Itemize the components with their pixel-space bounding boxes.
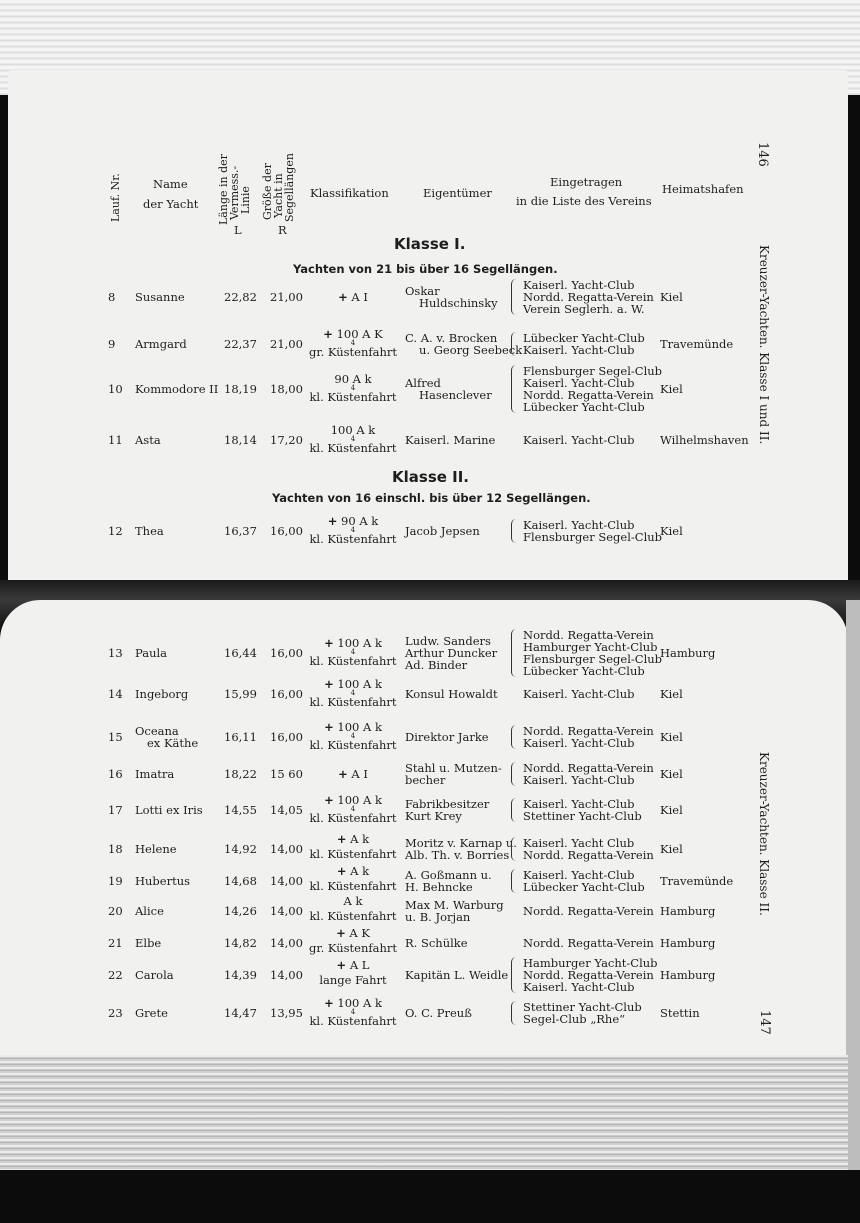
row-size-r: 18,00: [270, 382, 303, 396]
row-number: 17: [108, 803, 123, 817]
row-yacht-name: Kommodore II: [135, 382, 219, 396]
row-length-l: 18,19: [224, 382, 257, 396]
row-classification: [308, 678, 398, 708]
row-number: 21: [108, 936, 123, 950]
row-home-port: Travemünde: [660, 337, 734, 351]
row-classification: [308, 895, 398, 922]
row-classification: [308, 291, 398, 303]
row-club: Kaiserl. Yacht-Club: [523, 687, 635, 701]
row-number: 20: [108, 904, 123, 918]
classification-voyage: kl. Küstenfahrt: [309, 879, 397, 893]
cross-mark: +: [338, 767, 348, 781]
cross-mark: +: [336, 926, 346, 940]
row-owner: A. Goßmann u.: [405, 868, 492, 882]
row-club: Kaiserl. Yacht-Club: [523, 797, 635, 811]
row-club: Nordd. Regatta-Verein: [523, 936, 654, 950]
row-club: Lübecker Yacht-Club: [523, 400, 645, 414]
row-club: Lübecker Yacht-Club: [523, 664, 645, 678]
row-yacht-name: Ingeborg: [135, 687, 189, 701]
classification-voyage: kl. Küstenfahrt: [309, 695, 397, 709]
cross-mark: +: [324, 720, 334, 734]
club-brace: [511, 762, 516, 786]
row-yacht-name: Grete: [135, 1006, 168, 1020]
club-brace: [511, 798, 516, 822]
classification-code: A L: [349, 958, 370, 972]
row-number: 13: [108, 646, 123, 660]
row-number: 18: [108, 842, 123, 856]
classification-subscript: 4: [350, 384, 356, 392]
cross-mark: +: [327, 514, 338, 528]
row-club: Flensburger Segel-Club: [523, 364, 663, 378]
header-groesse-letter: R: [278, 223, 287, 237]
header-groesse-line3: Segellängen: [283, 153, 296, 222]
book-bottom-page-edges: [0, 1055, 848, 1170]
classification-voyage: lange Fahrt: [319, 973, 387, 987]
classification-code: A K: [349, 926, 370, 940]
row-size-r: 16,00: [270, 524, 303, 538]
row-home-port: Wilhelmshaven: [660, 433, 749, 447]
row-length-l: 16,11: [224, 730, 257, 744]
row-owner: R. Schülke: [405, 936, 468, 950]
row-club: Nordd. Regatta-Verein: [523, 290, 654, 304]
row-classification: [308, 515, 398, 545]
row-club: Nordd. Regatta-Verein: [523, 761, 654, 775]
classification-mark: [308, 895, 398, 907]
club-brace: [511, 332, 516, 356]
row-club: Verein Seglerh. a. W.: [523, 302, 645, 316]
row-size-r: 15 60: [270, 767, 303, 781]
classification-code: 100 A k: [337, 677, 382, 691]
section-title-klasse-1: Klasse I.: [394, 235, 466, 253]
row-owner: becher: [405, 773, 446, 787]
row-length-l: 22,37: [224, 337, 257, 351]
header-eigentuemer: Eigentümer: [423, 186, 492, 200]
classification-code: 90 A k: [334, 372, 372, 386]
classification-subscript: 4: [350, 732, 356, 740]
row-yacht-name: Oceana: [135, 724, 179, 738]
row-club: Kaiserl. Yacht-Club: [523, 278, 635, 292]
classification-code: 100 A K: [336, 327, 383, 341]
row-yacht-name: Asta: [135, 433, 161, 447]
row-owner: Konsul Howaldt: [405, 687, 498, 701]
row-home-port: Hamburg: [660, 968, 716, 982]
header-laenge-line1: Länge in der: [217, 154, 230, 225]
row-yacht-name: Susanne: [135, 290, 185, 304]
row-club: Kaiserl. Yacht-Club: [523, 376, 635, 390]
row-home-port: Kiel: [660, 687, 683, 701]
cross-mark: +: [336, 958, 347, 972]
page-number-147: 147: [757, 1010, 772, 1035]
row-club: Nordd. Regatta-Verein: [523, 968, 654, 982]
cross-mark: +: [324, 793, 334, 807]
row-owner: H. Behncke: [405, 880, 473, 894]
row-owner: Huldschinsky: [419, 296, 498, 310]
row-length-l: 14,55: [224, 803, 257, 817]
header-name-line1: Name: [153, 177, 188, 191]
club-brace: [511, 1001, 516, 1025]
classification-subscript: 4: [350, 526, 356, 534]
row-length-l: 18,14: [224, 433, 257, 447]
row-club: Nordd. Regatta-Verein: [523, 628, 654, 642]
row-yacht-name: Thea: [135, 524, 164, 538]
classification-voyage: gr. Küstenfahrt: [308, 941, 398, 955]
row-length-l: 22,82: [224, 290, 257, 304]
classification-voyage: kl. Küstenfahrt: [309, 1014, 397, 1028]
row-owner: Arthur Duncker: [405, 646, 498, 660]
classification-code: A k: [350, 832, 370, 846]
row-owner: Oskar: [405, 284, 440, 298]
row-classification: [308, 637, 398, 667]
row-number: 19: [108, 874, 123, 888]
header-groesse-line1: Größe der: [261, 163, 274, 220]
row-home-port: Kiel: [660, 730, 683, 744]
classification-voyage: kl. Küstenfahrt: [309, 909, 397, 923]
row-size-r: 14,00: [270, 936, 303, 950]
row-home-port: Kiel: [660, 803, 683, 817]
row-home-port: Kiel: [660, 767, 683, 781]
row-owner: Direktor Jarke: [405, 730, 489, 744]
cross-mark: +: [336, 864, 347, 878]
row-club: Kaiserl. Yacht-Club: [523, 868, 635, 882]
classification-subscript: 4: [350, 805, 356, 813]
header-groesse-line2: Yacht in: [272, 173, 285, 218]
row-yacht-name: Paula: [135, 646, 168, 660]
classification-mark: [308, 768, 398, 780]
row-owner: u. B. Jorjan: [405, 910, 471, 924]
row-classification: [308, 768, 398, 780]
row-size-r: 14,00: [270, 874, 303, 888]
row-club: Kaiserl. Yacht-Club: [523, 736, 635, 750]
header-laenge-line3: Linie: [239, 186, 252, 214]
row-home-port: Hamburg: [660, 646, 716, 660]
row-yacht-name: Alice: [135, 904, 164, 918]
row-yacht-name: ex Käthe: [147, 736, 199, 750]
row-classification: [308, 373, 398, 403]
row-home-port: Hamburg: [660, 936, 716, 950]
row-club: Kaiserl. Yacht-Club: [523, 980, 635, 994]
club-brace: [511, 837, 516, 861]
row-club: Kaiserl. Yacht-Club: [523, 773, 635, 787]
row-owner: Hasenclever: [419, 388, 492, 402]
row-length-l: 14,92: [224, 842, 257, 856]
row-classification: [308, 794, 398, 824]
classification-code: 100 A k: [337, 720, 382, 734]
row-home-port: Hamburg: [660, 904, 716, 918]
page-number-146: 146: [755, 142, 770, 167]
row-club: Hamburger Yacht-Club: [523, 956, 658, 970]
cross-mark: +: [324, 677, 334, 691]
row-club: Kaiserl. Yacht Club: [523, 836, 635, 850]
classification-code: 100 A k: [337, 793, 382, 807]
header-laenge-line2: Vermess.-: [228, 165, 241, 220]
club-brace: [511, 957, 516, 993]
classification-voyage: kl. Küstenfahrt: [309, 811, 397, 825]
row-number: 11: [108, 433, 123, 447]
row-size-r: 14,00: [270, 904, 303, 918]
row-club: Hamburger Yacht-Club: [523, 640, 658, 654]
classification-subscript: 4: [350, 339, 356, 347]
row-owner: u. Georg Seebeck: [419, 343, 523, 357]
row-yacht-name: Armgard: [135, 337, 187, 351]
row-number: 8: [108, 290, 116, 304]
row-owner: Ludw. Sanders: [405, 634, 491, 648]
row-owner: Moritz v. Karnap u.: [405, 836, 517, 850]
club-brace: [511, 365, 516, 413]
row-club: Flensburger Segel-Club: [523, 530, 663, 544]
row-classification: [308, 721, 398, 751]
row-owner: O. C. Preuß: [405, 1006, 472, 1020]
row-number: 12: [108, 524, 123, 538]
row-home-port: Kiel: [660, 842, 683, 856]
classification-subscript: 4: [350, 689, 356, 697]
header-heimatshafen: Heimatshafen: [662, 182, 744, 196]
club-brace: [511, 629, 516, 677]
classification-code: A k: [350, 864, 370, 878]
row-number: 22: [108, 968, 123, 982]
section-title-klasse-2: Klasse II.: [392, 468, 469, 486]
row-classification: [308, 959, 398, 986]
row-club: Segel-Club „Rhe“: [523, 1012, 626, 1026]
row-club: Nordd. Regatta-Verein: [523, 904, 654, 918]
classification-mark: [308, 833, 398, 845]
row-yacht-name: Elbe: [135, 936, 162, 950]
classification-mark: [308, 927, 398, 939]
running-head-upper: Kreuzer-Yachten. Klasse I und II.: [757, 245, 771, 445]
row-yacht-name: Imatra: [135, 767, 175, 781]
row-length-l: 15,99: [224, 687, 257, 701]
row-number: 10: [108, 382, 123, 396]
row-home-port: Kiel: [660, 524, 683, 538]
row-length-l: 18,22: [224, 767, 257, 781]
row-classification: [308, 833, 398, 860]
row-owner: Alfred: [405, 376, 441, 390]
row-classification: [308, 424, 398, 454]
row-length-l: 16,37: [224, 524, 257, 538]
row-home-port: Travemünde: [660, 874, 734, 888]
classification-mark: [308, 959, 398, 971]
row-club: Flensburger Segel-Club: [523, 652, 663, 666]
cross-mark: +: [324, 636, 334, 650]
row-owner: C. A. v. Brocken: [405, 331, 498, 345]
header-eingetragen-line1: Eingetragen: [550, 175, 623, 189]
classification-subscript: 4: [350, 648, 356, 656]
classification-voyage: kl. Küstenfahrt: [309, 847, 397, 861]
classification-code: A I: [351, 290, 368, 304]
row-club: Nordd. Regatta-Verein: [523, 848, 654, 862]
cross-mark: +: [338, 290, 348, 304]
row-number: 9: [108, 337, 116, 351]
club-brace: [511, 519, 516, 543]
row-owner: Alb. Th. v. Borries: [405, 848, 510, 862]
cross-mark: +: [336, 832, 347, 846]
row-size-r: 16,00: [270, 730, 303, 744]
classification-code: 100 A k: [337, 636, 382, 650]
row-length-l: 14,47: [224, 1006, 257, 1020]
header-name-line2: der Yacht: [143, 197, 199, 211]
row-owner: Kapitän L. Weidle: [405, 968, 509, 982]
running-head-lower: Kreuzer-Yachten. Klasse II.: [757, 752, 771, 916]
row-owner: Fabrikbesitzer: [405, 797, 490, 811]
row-size-r: 17,20: [270, 433, 303, 447]
row-classification: [308, 927, 398, 954]
row-length-l: 14,82: [224, 936, 257, 950]
classification-code: A k: [343, 894, 363, 908]
row-club: Stettiner Yacht-Club: [523, 1000, 642, 1014]
row-owner: Kaiserl. Marine: [405, 433, 496, 447]
classification-voyage: kl. Küstenfahrt: [309, 532, 397, 546]
row-size-r: 14,00: [270, 842, 303, 856]
row-club: Kaiserl. Yacht-Club: [523, 518, 635, 532]
club-brace: [511, 869, 516, 893]
classification-subscript: 4: [350, 1008, 356, 1016]
cross-mark: +: [323, 327, 333, 341]
row-home-port: Stettin: [660, 1006, 700, 1020]
row-owner: Ad. Binder: [405, 658, 468, 672]
row-yacht-name: Helene: [135, 842, 177, 856]
row-size-r: 16,00: [270, 687, 303, 701]
row-owner: Kurt Krey: [405, 809, 462, 823]
classification-mark: [308, 865, 398, 877]
row-size-r: 21,00: [270, 290, 303, 304]
header-lauf-nr: Lauf. Nr.: [109, 173, 122, 222]
row-size-r: 16,00: [270, 646, 303, 660]
classification-voyage: kl. Küstenfahrt: [309, 654, 397, 668]
classification-voyage: kl. Küstenfahrt: [309, 441, 397, 455]
header-klassifikation: Klassifikation: [310, 186, 389, 200]
row-club: Lübecker Yacht-Club: [523, 880, 645, 894]
row-club: Stettiner Yacht-Club: [523, 809, 642, 823]
section-subtitle-klasse-1: Yachten von 21 bis über 16 Segellängen.: [293, 262, 558, 276]
header-laenge-letter: L: [234, 223, 242, 237]
header-eingetragen-line2: in die Liste des Vereins: [516, 194, 652, 208]
classification-code: 100 A k: [330, 423, 376, 437]
row-owner: Max M. Warburg: [405, 898, 504, 912]
row-classification: [308, 997, 398, 1027]
classification-voyage: kl. Küstenfahrt: [309, 738, 397, 752]
row-owner: Jacob Jepsen: [405, 524, 480, 538]
row-number: 15: [108, 730, 123, 744]
section-subtitle-klasse-2: Yachten von 16 einschl. bis über 12 Segellängen.: [272, 491, 591, 505]
row-club: Kaiserl. Yacht-Club: [523, 343, 635, 357]
row-yacht-name: Lotti ex Iris: [135, 803, 203, 817]
row-size-r: 14,00: [270, 968, 303, 982]
classification-mark: [308, 291, 398, 303]
row-number: 16: [108, 767, 123, 781]
club-brace: [511, 725, 516, 749]
row-home-port: Kiel: [660, 382, 683, 396]
row-number: 23: [108, 1006, 123, 1020]
row-club: Kaiserl. Yacht-Club: [523, 433, 635, 447]
book-right-edge: [846, 600, 860, 1170]
row-number: 14: [108, 687, 123, 701]
row-length-l: 14,26: [224, 904, 257, 918]
row-size-r: 13,95: [270, 1006, 303, 1020]
row-home-port: Kiel: [660, 290, 683, 304]
club-brace: [511, 279, 516, 315]
row-owner: Stahl u. Mutzen-: [405, 761, 502, 775]
row-size-r: 21,00: [270, 337, 303, 351]
row-classification: [308, 328, 398, 358]
row-yacht-name: Hubertus: [135, 874, 191, 888]
row-yacht-name: Carola: [135, 968, 174, 982]
classification-subscript: 4: [350, 435, 356, 443]
classification-code: A I: [351, 767, 368, 781]
row-classification: [308, 865, 398, 892]
row-length-l: 14,68: [224, 874, 257, 888]
row-club: Nordd. Regatta-Verein: [523, 388, 654, 402]
cross-mark: +: [324, 996, 334, 1010]
row-length-l: 14,39: [224, 968, 257, 982]
row-length-l: 16,44: [224, 646, 257, 660]
classification-voyage: kl. Küstenfahrt: [309, 390, 397, 404]
row-club: Nordd. Regatta-Verein: [523, 724, 654, 738]
row-club: Lübecker Yacht-Club: [523, 331, 645, 345]
classification-voyage: gr. Küstenfahrt: [308, 345, 398, 359]
row-size-r: 14,05: [270, 803, 303, 817]
classification-code: 100 A k: [337, 996, 382, 1010]
classification-code: 90 A k: [341, 514, 379, 528]
